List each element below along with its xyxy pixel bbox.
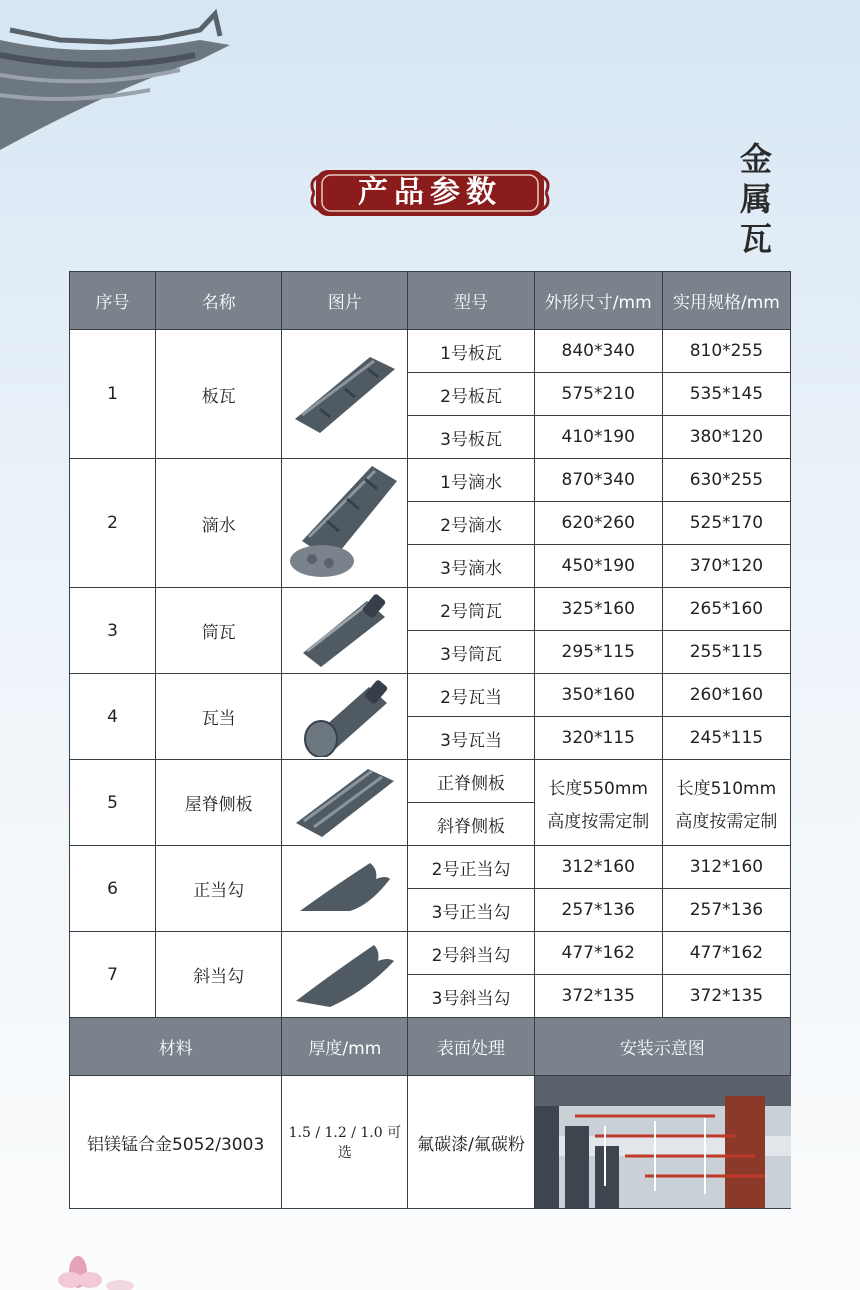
used-size-cell: 630*255 <box>662 459 790 502</box>
row-index: 5 <box>70 760 156 846</box>
surface-value: 氟碳漆/氟碳粉 <box>408 1076 534 1209</box>
used-size-cell: 255*115 <box>662 631 790 674</box>
table-row <box>70 588 791 631</box>
model-cell: 3号斜当勾 <box>408 975 534 1018</box>
used-size-length: 长度510mm <box>676 778 777 799</box>
model-cell: 2号正当勾 <box>408 846 534 889</box>
table-row <box>70 760 791 803</box>
tube-tile-image <box>282 588 408 674</box>
row-index: 2 <box>70 459 156 588</box>
outer-size-cell: 325*160 <box>534 588 662 631</box>
used-size-cell: 380*120 <box>662 416 790 459</box>
row-name: 板瓦 <box>156 330 282 459</box>
product-parameter-table <box>69 271 791 1209</box>
model-cell: 3号瓦当 <box>408 717 534 760</box>
row-index: 3 <box>70 588 156 674</box>
page-title-banner <box>310 166 550 220</box>
used-size-cell: 260*160 <box>662 674 790 717</box>
seal-char-2: 属 <box>740 180 773 218</box>
header-picture: 图片 <box>282 272 408 330</box>
model-cell: 1号滴水 <box>408 459 534 502</box>
model-cell: 3号板瓦 <box>408 416 534 459</box>
table-row <box>70 330 791 373</box>
header-model: 型号 <box>408 272 534 330</box>
outer-size-cell: 410*190 <box>534 416 662 459</box>
used-size-cell: 312*160 <box>662 846 790 889</box>
outer-size-cell: 295*115 <box>534 631 662 674</box>
straight-hook-image <box>282 846 408 932</box>
thickness-value: 1.5 / 1.2 / 1.0 可选 <box>282 1076 408 1209</box>
used-size-cell: 265*160 <box>662 588 790 631</box>
model-cell: 2号滴水 <box>408 502 534 545</box>
ridge-side-panel-image <box>282 760 408 846</box>
used-size-cell: 257*136 <box>662 889 790 932</box>
model-cell: 1号板瓦 <box>408 330 534 373</box>
used-size-cell: 245*115 <box>662 717 790 760</box>
used-size-cell: 372*135 <box>662 975 790 1018</box>
row-index: 4 <box>70 674 156 760</box>
outer-size-length: 长度550mm <box>548 778 648 799</box>
outer-size-cell: 477*162 <box>534 932 662 975</box>
installation-diagram-image <box>534 1076 790 1209</box>
slant-hook-image <box>282 932 408 1018</box>
outer-size-cell: 372*135 <box>534 975 662 1018</box>
outer-size-merged-cell <box>534 760 662 846</box>
material-header-row <box>70 1018 791 1076</box>
table-row <box>70 846 791 889</box>
header-used-size: 实用规格/mm <box>662 272 790 330</box>
outer-size-cell: 320*115 <box>534 717 662 760</box>
lotus-flower-decoration <box>40 1250 140 1290</box>
model-cell: 2号筒瓦 <box>408 588 534 631</box>
outer-size-cell: 840*340 <box>534 330 662 373</box>
seal-char-3: 瓦 <box>740 220 773 258</box>
row-name: 筒瓦 <box>156 588 282 674</box>
calligraphy-seal <box>720 128 800 258</box>
used-size-cell: 477*162 <box>662 932 790 975</box>
material-value: 铝镁锰合金5052/3003 <box>70 1076 282 1209</box>
header-name: 名称 <box>156 272 282 330</box>
header-thickness: 厚度/mm <box>282 1018 408 1076</box>
used-size-cell: 810*255 <box>662 330 790 373</box>
used-size-merged-cell <box>662 760 790 846</box>
outer-size-cell: 450*190 <box>534 545 662 588</box>
outer-size-height: 高度按需定制 <box>547 811 650 832</box>
outer-size-cell: 312*160 <box>534 846 662 889</box>
model-cell: 正脊侧板 <box>408 760 534 803</box>
table-row <box>70 459 791 502</box>
header-install: 安装示意图 <box>534 1018 790 1076</box>
model-cell: 3号筒瓦 <box>408 631 534 674</box>
used-size-cell: 370*120 <box>662 545 790 588</box>
row-name: 屋脊侧板 <box>156 760 282 846</box>
used-size-height: 高度按需定制 <box>675 811 778 832</box>
model-cell: 2号瓦当 <box>408 674 534 717</box>
eave-tile-image <box>282 674 408 760</box>
table-row <box>70 674 791 717</box>
drip-tile-image <box>282 459 408 588</box>
outer-size-cell: 257*136 <box>534 889 662 932</box>
header-material: 材料 <box>70 1018 282 1076</box>
model-cell: 3号滴水 <box>408 545 534 588</box>
row-index: 6 <box>70 846 156 932</box>
used-size-cell: 535*145 <box>662 373 790 416</box>
model-cell: 2号板瓦 <box>408 373 534 416</box>
outer-size-cell: 350*160 <box>534 674 662 717</box>
model-cell: 2号斜当勾 <box>408 932 534 975</box>
row-name: 正当勾 <box>156 846 282 932</box>
used-size-cell: 525*170 <box>662 502 790 545</box>
model-cell: 3号正当勾 <box>408 889 534 932</box>
table-row <box>70 932 791 975</box>
row-name: 斜当勾 <box>156 932 282 1018</box>
header-outer-size: 外形尺寸/mm <box>534 272 662 330</box>
material-row <box>70 1076 791 1209</box>
row-index: 7 <box>70 932 156 1018</box>
outer-size-cell: 575*210 <box>534 373 662 416</box>
seal-char-1: 金 <box>740 140 773 178</box>
table-header-row <box>70 272 791 330</box>
row-index: 1 <box>70 330 156 459</box>
page-title: 产品参数 <box>358 175 502 210</box>
roof-eave-decoration <box>0 0 240 150</box>
outer-size-cell: 620*260 <box>534 502 662 545</box>
outer-size-cell: 870*340 <box>534 459 662 502</box>
flat-tile-image <box>282 330 408 459</box>
row-name: 瓦当 <box>156 674 282 760</box>
header-surface: 表面处理 <box>408 1018 534 1076</box>
model-cell: 斜脊侧板 <box>408 803 534 846</box>
header-index: 序号 <box>70 272 156 330</box>
row-name: 滴水 <box>156 459 282 588</box>
